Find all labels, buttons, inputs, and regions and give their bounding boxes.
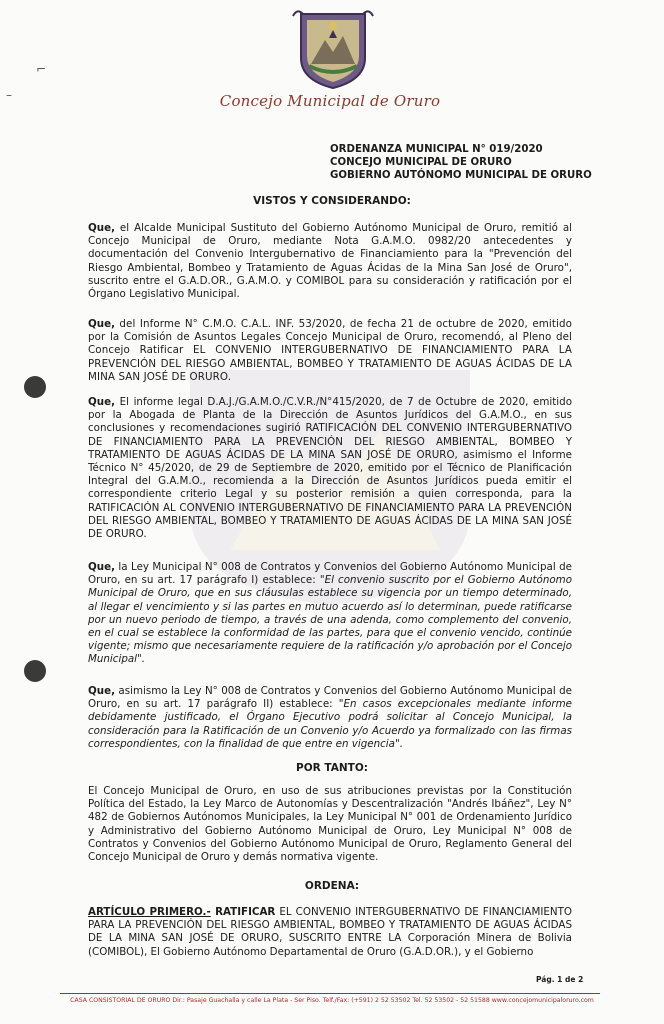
considerando-paragraph-5: [88, 685, 572, 751]
paragraph-lead: Que,: [88, 396, 115, 408]
footer-address: CASA CONSISTORIAL DE ORURO Dir.: Pasaje Guachalla y calle La Plata - Ser Piso. Telf./Fax: (+591) 2 52 53502 Tel. 52 53502 - 52 51588 www.concejomunicipaloruro.com: [70, 997, 594, 1004]
paragraph-body: del Informe N° C.M.O. C.A.L. INF. 53/2020, de fecha 21 de octubre de 2020, emitido por la Comisión de Asuntos Legales Concejo Municipal de Oruro, recomendó, al Pleno del Concejo Ratificar EL CONVENIO INTERGUBERNATIVO DE FINANCIAMIENTO PARA LA PREVENCIÓN DEL RIESGO AMBIENTAL, BOMBEO Y TRATAMIENTO DE AGUAS ÁCIDAS DE LA MINA SAN JOSÉ DE ORURO.: [88, 318, 572, 383]
punch-hole-top: [24, 376, 46, 398]
considerando-paragraph-2: [88, 318, 572, 384]
pencil-mark: –: [6, 88, 12, 102]
article-first-paragraph: [88, 906, 572, 959]
page-number: Pág. 1 de 2: [536, 975, 584, 984]
article-label: ARTÍCULO PRIMERO.-: [88, 906, 211, 918]
paragraph-body: la Ley Municipal N° 008 de Contratos y Convenios del Gobierno Autónomo Municipal de Oruro, en su art. 17 parágrafo I) establece:: [88, 561, 572, 587]
considerando-paragraph-1: [88, 222, 572, 301]
ordinance-number: ORDENANZA MUNICIPAL N° 019/2020: [330, 144, 543, 155]
section-title-ordena: ORDENA:: [304, 880, 360, 892]
paragraph-lead: Que,: [88, 685, 115, 697]
paragraph-lead: Que,: [88, 561, 115, 573]
paragraph-body: El informe legal D.A.J./G.A.M.O./C.V.R./N°415/2020, de 7 de Octubre de 2020, emitido por la Abogada de Planta de la Dirección de Asuntos Jurídicos del G.A.M.O., en sus conclusiones y recomendaciones sugirió RATIFICACIÓN DEL CONVENIO INTERGUBERNATIVO DE FINANCIAMIENTO PARA LA PREVENCIÓN DEL RIESGO AMBIENTAL, BOMBEO Y TRATAMIENTO DE AGUAS ÁCIDAS DE LA MINA SAN JOSÉ DE ORURO, asimismo el Informe Técnico N° 45/2020, de 29 de Septiembre de 2020, emitido por el Técnico de Planificación Integral del G.A.M.O., recomienda a la Dirección de Asuntos Jurídicos pueda emitir el correspondiente criterio Legal y su posterior remisión a quien corresponda, para la RATIFICACIÓN AL CONVENIO INTERGUBERNATIVO DE FINANCIAMIENTO PARA LA PREVENCIÓN DEL RIESGO AMBIENTAL, BOMBEO Y TRATAMIENTO DE AGUAS ÁCIDAS DE LA MINA SAN JOSÉ DE ORURO.: [88, 396, 572, 541]
law-quote: "El convenio suscrito por el Gobierno Autónomo Municipal de Oruro, que en sus cláusulas establece su vigencia por un tiempo determinado, al llegar el vencimiento y si las partes en mutuo acuerdo así lo determinan, puede ratificarse por un nuevo periodo de tiempo, a través de una adenda, como complemento del convenio, en el cual se establece la conformidad de las partes, para que el convenio vencido, continúe vigente; mismo que necesariamente requiere de la ratificación y/o aprobación por el Concejo Municipal".: [88, 574, 573, 666]
municipal-seal-logo: [289, 6, 377, 90]
considerando-paragraph-4: [88, 561, 572, 667]
punch-hole-bottom: [24, 660, 46, 682]
footer-divider: [60, 993, 600, 994]
ordinance-header: [330, 143, 650, 182]
section-title-por-tanto: POR TANTO:: [296, 762, 368, 774]
paragraph-lead: Que,: [88, 222, 115, 234]
paragraph-body: el Alcalde Municipal Sustituto del Gobierno Autónomo Municipal de Oruro, remitió al Concejo Municipal de Oruro, mediante Nota G.A.M.O. 0982/20 antecedentes y documentación del Convenio Intergubernativo de Financiamiento para la "Prevención del Riesgo Ambiental, Bombeo y Tratamiento de Aguas Ácidas de la Mina San José de Oruro", suscrito entre el G.A.D.OR., G.A.M.O. y COMIBOL para su consideración y ratificación por el Órgano Legislativo Municipal.: [88, 222, 572, 301]
paragraph-body: asimismo la Ley N° 008 de Contratos y Convenios del Gobierno Autónomo Municipal de Oruro, en su art. 17 parágrafo II) establece:: [88, 685, 572, 711]
pencil-mark: ⌐: [36, 62, 47, 76]
article-verb: RATIFICAR: [210, 906, 276, 918]
article-body: EL CONVENIO INTERGUBERNATIVO DE FINANCIAMIENTO PARA LA PREVENCIÓN DEL RIESGO AMBIENTAL, BOMBEO Y TRATAMIENTO DE AGUAS ÁCIDAS DE LA MINA SAN JOSÉ DE ORURO, SUSCRITO ENTRE LA Corporación Minera de Bolivia (COMIBOL), El Gobierno Autónomo Departamental de Oruro (G.A.D.OR.), y el Gobierno: [88, 906, 572, 958]
council-name: CONCEJO MUNICIPAL DE ORURO: [330, 157, 512, 168]
law-quote: "En casos excepcionales mediante informe debidamente justificado, el Órgano Ejecutivo podrá solicitar al Concejo Municipal, la consideración para la Ratificación de un Convenio y/o Acuerdo ya formalizado con las firmas correspondientes, con la finalidad de que entre en vigencia".: [88, 698, 572, 750]
paragraph-lead: Que,: [88, 318, 115, 330]
municipal-logo-wordmark: Concejo Municipal de Oruro: [219, 92, 441, 110]
government-name: GOBIERNO AUTÓNOMO MUNICIPAL DE ORURO: [330, 170, 592, 181]
por-tanto-paragraph: El Concejo Municipal de Oruro, en uso de sus atribuciones previstas por la Constitución Política del Estado, la Ley Marco de Autonomías y Descentralización "Andrés Ibáñez", Ley N° 482 de Gobiernos Autónomos Municipales, la Ley Municipal N° 001 de Ordenamiento Jurídico y Administrativo del Gobierno Autónomo Municipal de Oruro, Ley Municipal N° 008 de Contratos y Convenios del Gobierno Autónomo Municipal de Oruro, Reglamento General del Concejo Municipal de Oruro y demás normativa vigente.: [88, 785, 572, 864]
section-title-vistos: VISTOS Y CONSIDERANDO:: [253, 195, 411, 207]
considerando-paragraph-3: [88, 396, 572, 541]
